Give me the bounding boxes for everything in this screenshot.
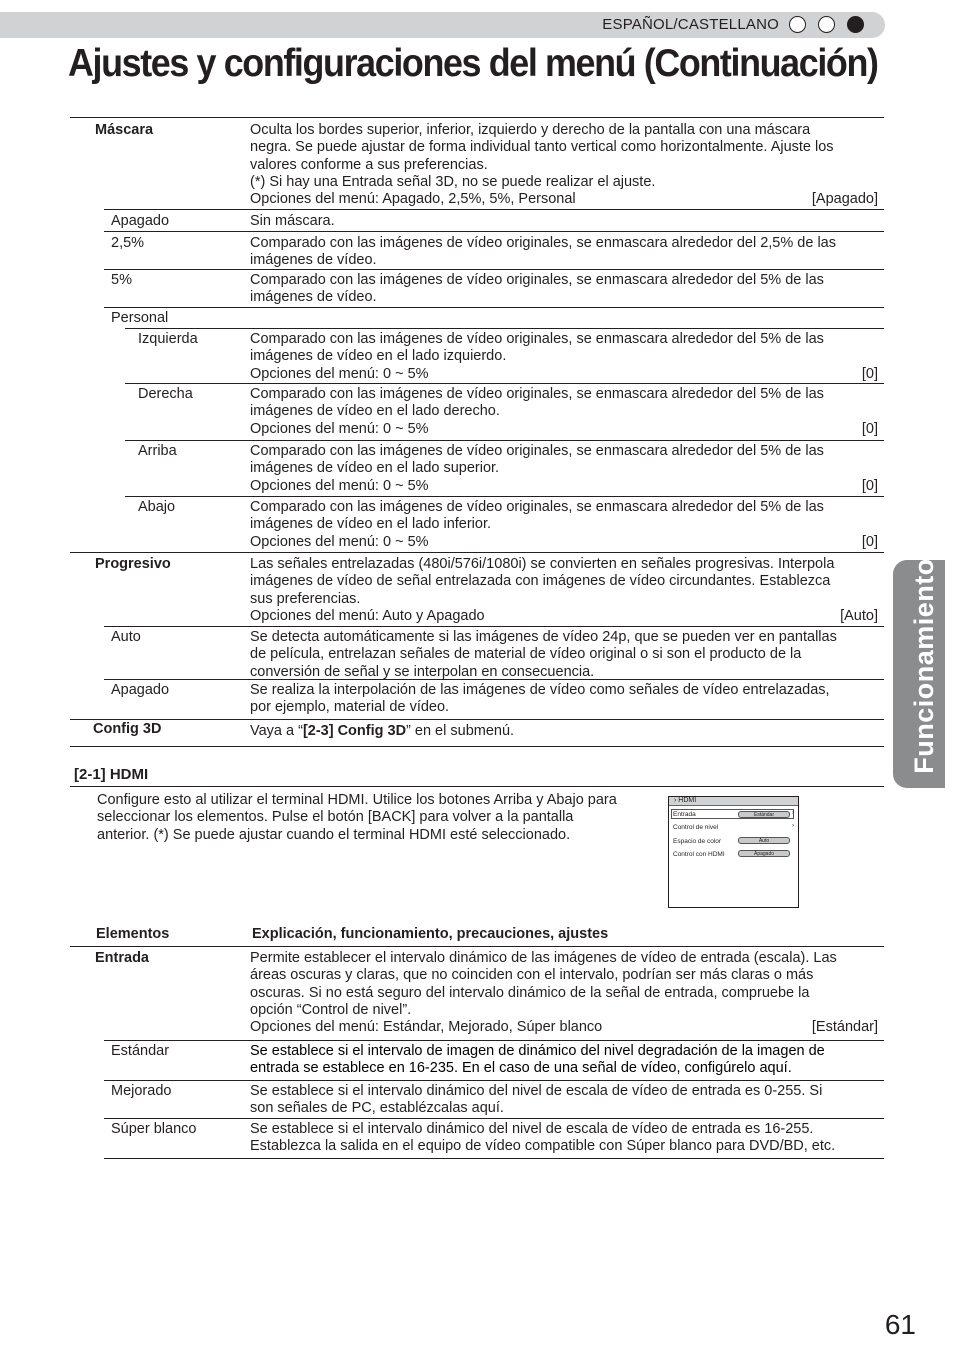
table-row-progresivo bbox=[70, 553, 884, 626]
row-description bbox=[250, 723, 878, 740]
chevron-right-icon: › bbox=[792, 810, 794, 816]
row-label: Apagado bbox=[111, 682, 170, 698]
row-description bbox=[250, 682, 878, 717]
default-value: [0] bbox=[861, 365, 878, 382]
table-row-mascara bbox=[70, 119, 884, 209]
column-header-explicacion: Explicación, funcionamiento, precauciones, ajustes bbox=[252, 926, 609, 942]
desc-line: (*) Si hay una Entrada señal 3D, no se puede realizar el ajuste. bbox=[250, 173, 656, 190]
table-top-rule bbox=[70, 117, 884, 118]
desc-line: conversión de señal y se interpolan en consecuencia. bbox=[250, 663, 595, 680]
page-number: 61 bbox=[884, 1309, 916, 1340]
desc-line: oscuras. Si no está seguro del intervalo dinámico de la señal de entrada, compruebe la bbox=[250, 984, 810, 1001]
desc-line: Se detecta automáticamente si las imágenes de vídeo 24p, que se pueden ver en pantallas bbox=[250, 629, 837, 645]
desc-text: ” en el submenú. bbox=[406, 723, 515, 739]
desc-line: imágenes de vídeo en el lado derecho. bbox=[250, 403, 500, 420]
options-line bbox=[250, 478, 878, 495]
default-value: [0] bbox=[861, 477, 878, 494]
table-row-auto bbox=[104, 626, 884, 679]
desc-line: Comparado con las imágenes de vídeo originales, se enmascara alrededor del 5% de las bbox=[250, 443, 824, 459]
desc-line: Las señales entrelazadas (480i/576i/1080i) se convierten en señales progresivas. Interpola bbox=[250, 556, 835, 572]
menu-item-espacio-color: Espacio de color bbox=[673, 838, 722, 845]
desc-line: Oculta los bordes superior, inferior, izquierdo y derecho de la pantalla con una máscara bbox=[250, 122, 811, 138]
row-description bbox=[250, 235, 878, 270]
options-line bbox=[250, 608, 878, 625]
row-label: Abajo bbox=[138, 499, 176, 515]
row-description bbox=[250, 1083, 878, 1118]
desc-line: Comparado con las imágenes de vídeo originales, se enmascara alrededor del 5% de las bbox=[250, 386, 824, 402]
menu-value-pill: Apagado bbox=[738, 850, 790, 857]
row-label: Auto bbox=[111, 629, 141, 645]
menu-item-control-nivel: Control de nivel bbox=[673, 824, 719, 831]
row-label: Izquierda bbox=[138, 331, 198, 347]
table-row-apagado bbox=[104, 210, 884, 231]
circle-indicator-3 bbox=[847, 16, 864, 33]
row-label: Personal bbox=[111, 310, 169, 326]
desc-line: imágenes de vídeo en el lado inferior. bbox=[250, 516, 492, 533]
options-text: Opciones del menú: 0 ~ 5% bbox=[250, 533, 429, 550]
row-label: Mejorado bbox=[111, 1083, 172, 1099]
desc-line: Comparado con las imágenes de vídeo originales, se enmascara alrededor del 5% de las bbox=[250, 499, 824, 515]
menu-value-pill: Estándar bbox=[738, 811, 790, 818]
row-label: Máscara bbox=[95, 122, 154, 138]
desc-line: Comparado con las imágenes de vídeo originales, se enmascara alrededor del 5% de las bbox=[250, 272, 824, 288]
row-label: Entrada bbox=[95, 950, 149, 966]
desc-line: Se establece si el intervalo dinámico del nivel de escala de vídeo de entrada es 16-255. bbox=[250, 1121, 814, 1137]
chevron-right-icon: › bbox=[674, 797, 677, 804]
table-row-arriba bbox=[125, 440, 884, 496]
row-label: Derecha bbox=[138, 386, 193, 402]
options-line bbox=[250, 191, 878, 208]
intro-line: Utilice los botones Arriba y Abajo para seleccionar los elementos. Pulse el bbox=[97, 792, 617, 826]
desc-line: Comparado con las imágenes de vídeo originales, se enmascara alrededor del 5% de las bbox=[250, 331, 824, 347]
options-line bbox=[250, 534, 878, 551]
side-tab-label: Funcionamiento bbox=[909, 558, 939, 774]
circle-indicator-1 bbox=[789, 16, 806, 33]
section-heading-rule bbox=[70, 786, 884, 787]
desc-line: por ejemplo, material de vídeo. bbox=[250, 699, 450, 716]
default-value: [0] bbox=[861, 420, 878, 437]
desc-line: valores conforme a sus preferencias. bbox=[250, 156, 488, 173]
desc-line: Comparado con las imágenes de vídeo originales, se enmascara alrededor del 2,5% de las bbox=[250, 235, 836, 251]
row-description bbox=[250, 272, 878, 307]
desc-text: Vaya a “ bbox=[250, 723, 303, 739]
table-row-apagado-2 bbox=[104, 679, 884, 719]
menu-value-pill: Auto bbox=[738, 837, 790, 844]
table-row-entrada bbox=[70, 947, 884, 1040]
desc-line: Permite establecer el intervalo dinámico de las imágenes de vídeo de entrada (escala). Las bbox=[250, 950, 837, 966]
desc-line: imágenes de vídeo en el lado izquierdo. bbox=[250, 348, 507, 365]
table-row-config-3d bbox=[70, 719, 884, 746]
language-label: ESPAÑOL/CASTELLANO bbox=[602, 16, 779, 33]
section-heading: [2-1] HDMI bbox=[74, 766, 149, 783]
menu-screenshot bbox=[668, 796, 799, 908]
row-label: Config 3D bbox=[93, 721, 162, 737]
desc-line: imágenes de vídeo en el lado superior. bbox=[250, 460, 500, 477]
table-row-personal bbox=[104, 307, 884, 328]
options-text: Opciones del menú: Apagado, 2,5%, 5%, Personal bbox=[250, 191, 576, 208]
row-description bbox=[250, 386, 878, 438]
row-label: Arriba bbox=[138, 443, 177, 459]
desc-line: entrada se establece en 16-235. En el caso de una señal de vídeo, configúrelo aquí. bbox=[250, 1060, 792, 1077]
options-line bbox=[250, 366, 878, 383]
row-description bbox=[250, 556, 878, 625]
desc-line: Establezca la salida en el equipo de vídeo compatible con Súper blanco para DVD/BD, etc. bbox=[250, 1138, 836, 1155]
row-description bbox=[250, 499, 878, 551]
desc-line: imágenes de vídeo. bbox=[250, 252, 377, 269]
page-title: Ajustes y configuraciones del menú (Continuación) bbox=[68, 42, 878, 85]
row-label: Estándar bbox=[111, 1043, 170, 1059]
table-row-izquierda bbox=[125, 328, 884, 383]
intro-line: (*) Se puede ajustar cuando el terminal HDMI esté seleccionado. bbox=[153, 826, 571, 843]
section-intro bbox=[97, 792, 627, 844]
options-text: Opciones del menú: 0 ~ 5% bbox=[250, 477, 429, 494]
row-label: Apagado bbox=[111, 213, 170, 229]
desc-line: negra. Se puede ajustar de forma individual tanto vertical como horizontalmente. Ajuste los bbox=[250, 139, 834, 156]
row-description bbox=[250, 331, 878, 383]
menu-header bbox=[669, 797, 798, 806]
row-label: 2,5% bbox=[111, 235, 145, 251]
desc-line: Se establece si el intervalo de imagen de dinámico del nivel degradación de la imagen de bbox=[250, 1043, 825, 1059]
table-row-derecha bbox=[125, 383, 884, 440]
table-bottom-rule bbox=[104, 1158, 884, 1159]
column-header-elementos: Elementos bbox=[96, 926, 170, 942]
options-line bbox=[250, 1019, 878, 1036]
row-description bbox=[250, 122, 878, 208]
desc-line: imágenes de vídeo. bbox=[250, 289, 377, 306]
table-row-mejorado bbox=[104, 1080, 884, 1118]
row-label: Súper blanco bbox=[111, 1121, 197, 1137]
options-text: Opciones del menú: 0 ~ 5% bbox=[250, 420, 429, 437]
row-description bbox=[250, 950, 878, 1036]
menu-item-control-hdmi: Control con HDMI bbox=[673, 851, 725, 858]
menu-item-entrada: Entrada bbox=[673, 811, 696, 818]
table-row-2-5 bbox=[104, 232, 884, 269]
chevron-right-icon: › bbox=[792, 823, 794, 829]
options-line bbox=[250, 421, 878, 438]
table-row-5 bbox=[104, 269, 884, 307]
intro-line: Configure esto al utilizar el terminal HDMI. bbox=[97, 792, 369, 808]
circle-indicator-2 bbox=[818, 16, 835, 33]
row-description bbox=[250, 443, 878, 495]
intro-line: botón [BACK] para volver a la pantalla anterior. bbox=[97, 809, 574, 843]
row-description bbox=[250, 1043, 878, 1078]
table-row-super-blanco bbox=[104, 1118, 884, 1158]
row-description bbox=[250, 629, 878, 681]
desc-line: áreas oscuras y claras, que no coinciden con el intervalo, podrían ser más claras o más bbox=[250, 967, 814, 984]
options-text: Opciones del menú: Estándar, Mejorado, Súper blanco bbox=[250, 1019, 603, 1036]
desc-line: imágenes de vídeo de señal entrelazada con imágenes de vídeo circundantes. Establezca bbox=[250, 573, 831, 590]
options-text: Opciones del menú: 0 ~ 5% bbox=[250, 365, 429, 382]
desc-line: Se establece si el intervalo dinámico del nivel de escala de vídeo de entrada es 0-255. Si bbox=[250, 1083, 823, 1099]
row-description bbox=[250, 213, 878, 230]
row-label: 5% bbox=[111, 272, 132, 288]
row-description bbox=[250, 1121, 878, 1156]
options-text: Opciones del menú: Auto y Apagado bbox=[250, 607, 485, 624]
desc-line: de película, entrelazan señales de material de vídeo original o si son el producto de la bbox=[250, 646, 802, 663]
row-label: Progresivo bbox=[95, 556, 171, 572]
table-row-estandar bbox=[104, 1040, 884, 1080]
side-section-tab bbox=[893, 560, 945, 788]
menu-header-label: HDMI bbox=[678, 797, 697, 804]
table-bottom-rule bbox=[70, 746, 884, 747]
desc-line: Sin máscara. bbox=[250, 213, 335, 229]
default-value: [Estándar] bbox=[811, 1019, 878, 1036]
table-row-abajo bbox=[125, 496, 884, 552]
default-value: [0] bbox=[861, 533, 878, 550]
desc-line: Se realiza la interpolación de las imágenes de vídeo como señales de vídeo entrelazadas, bbox=[250, 682, 830, 698]
submenu-reference: [2-3] Config 3D bbox=[302, 723, 407, 739]
default-value: [Apagado] bbox=[811, 191, 878, 208]
desc-line: opción “Control de nivel”. bbox=[250, 1001, 412, 1018]
desc-line: son señales de PC, establézcalas aquí. bbox=[250, 1100, 504, 1117]
default-value: [Auto] bbox=[840, 607, 878, 624]
desc-line: sus preferencias. bbox=[250, 590, 361, 607]
